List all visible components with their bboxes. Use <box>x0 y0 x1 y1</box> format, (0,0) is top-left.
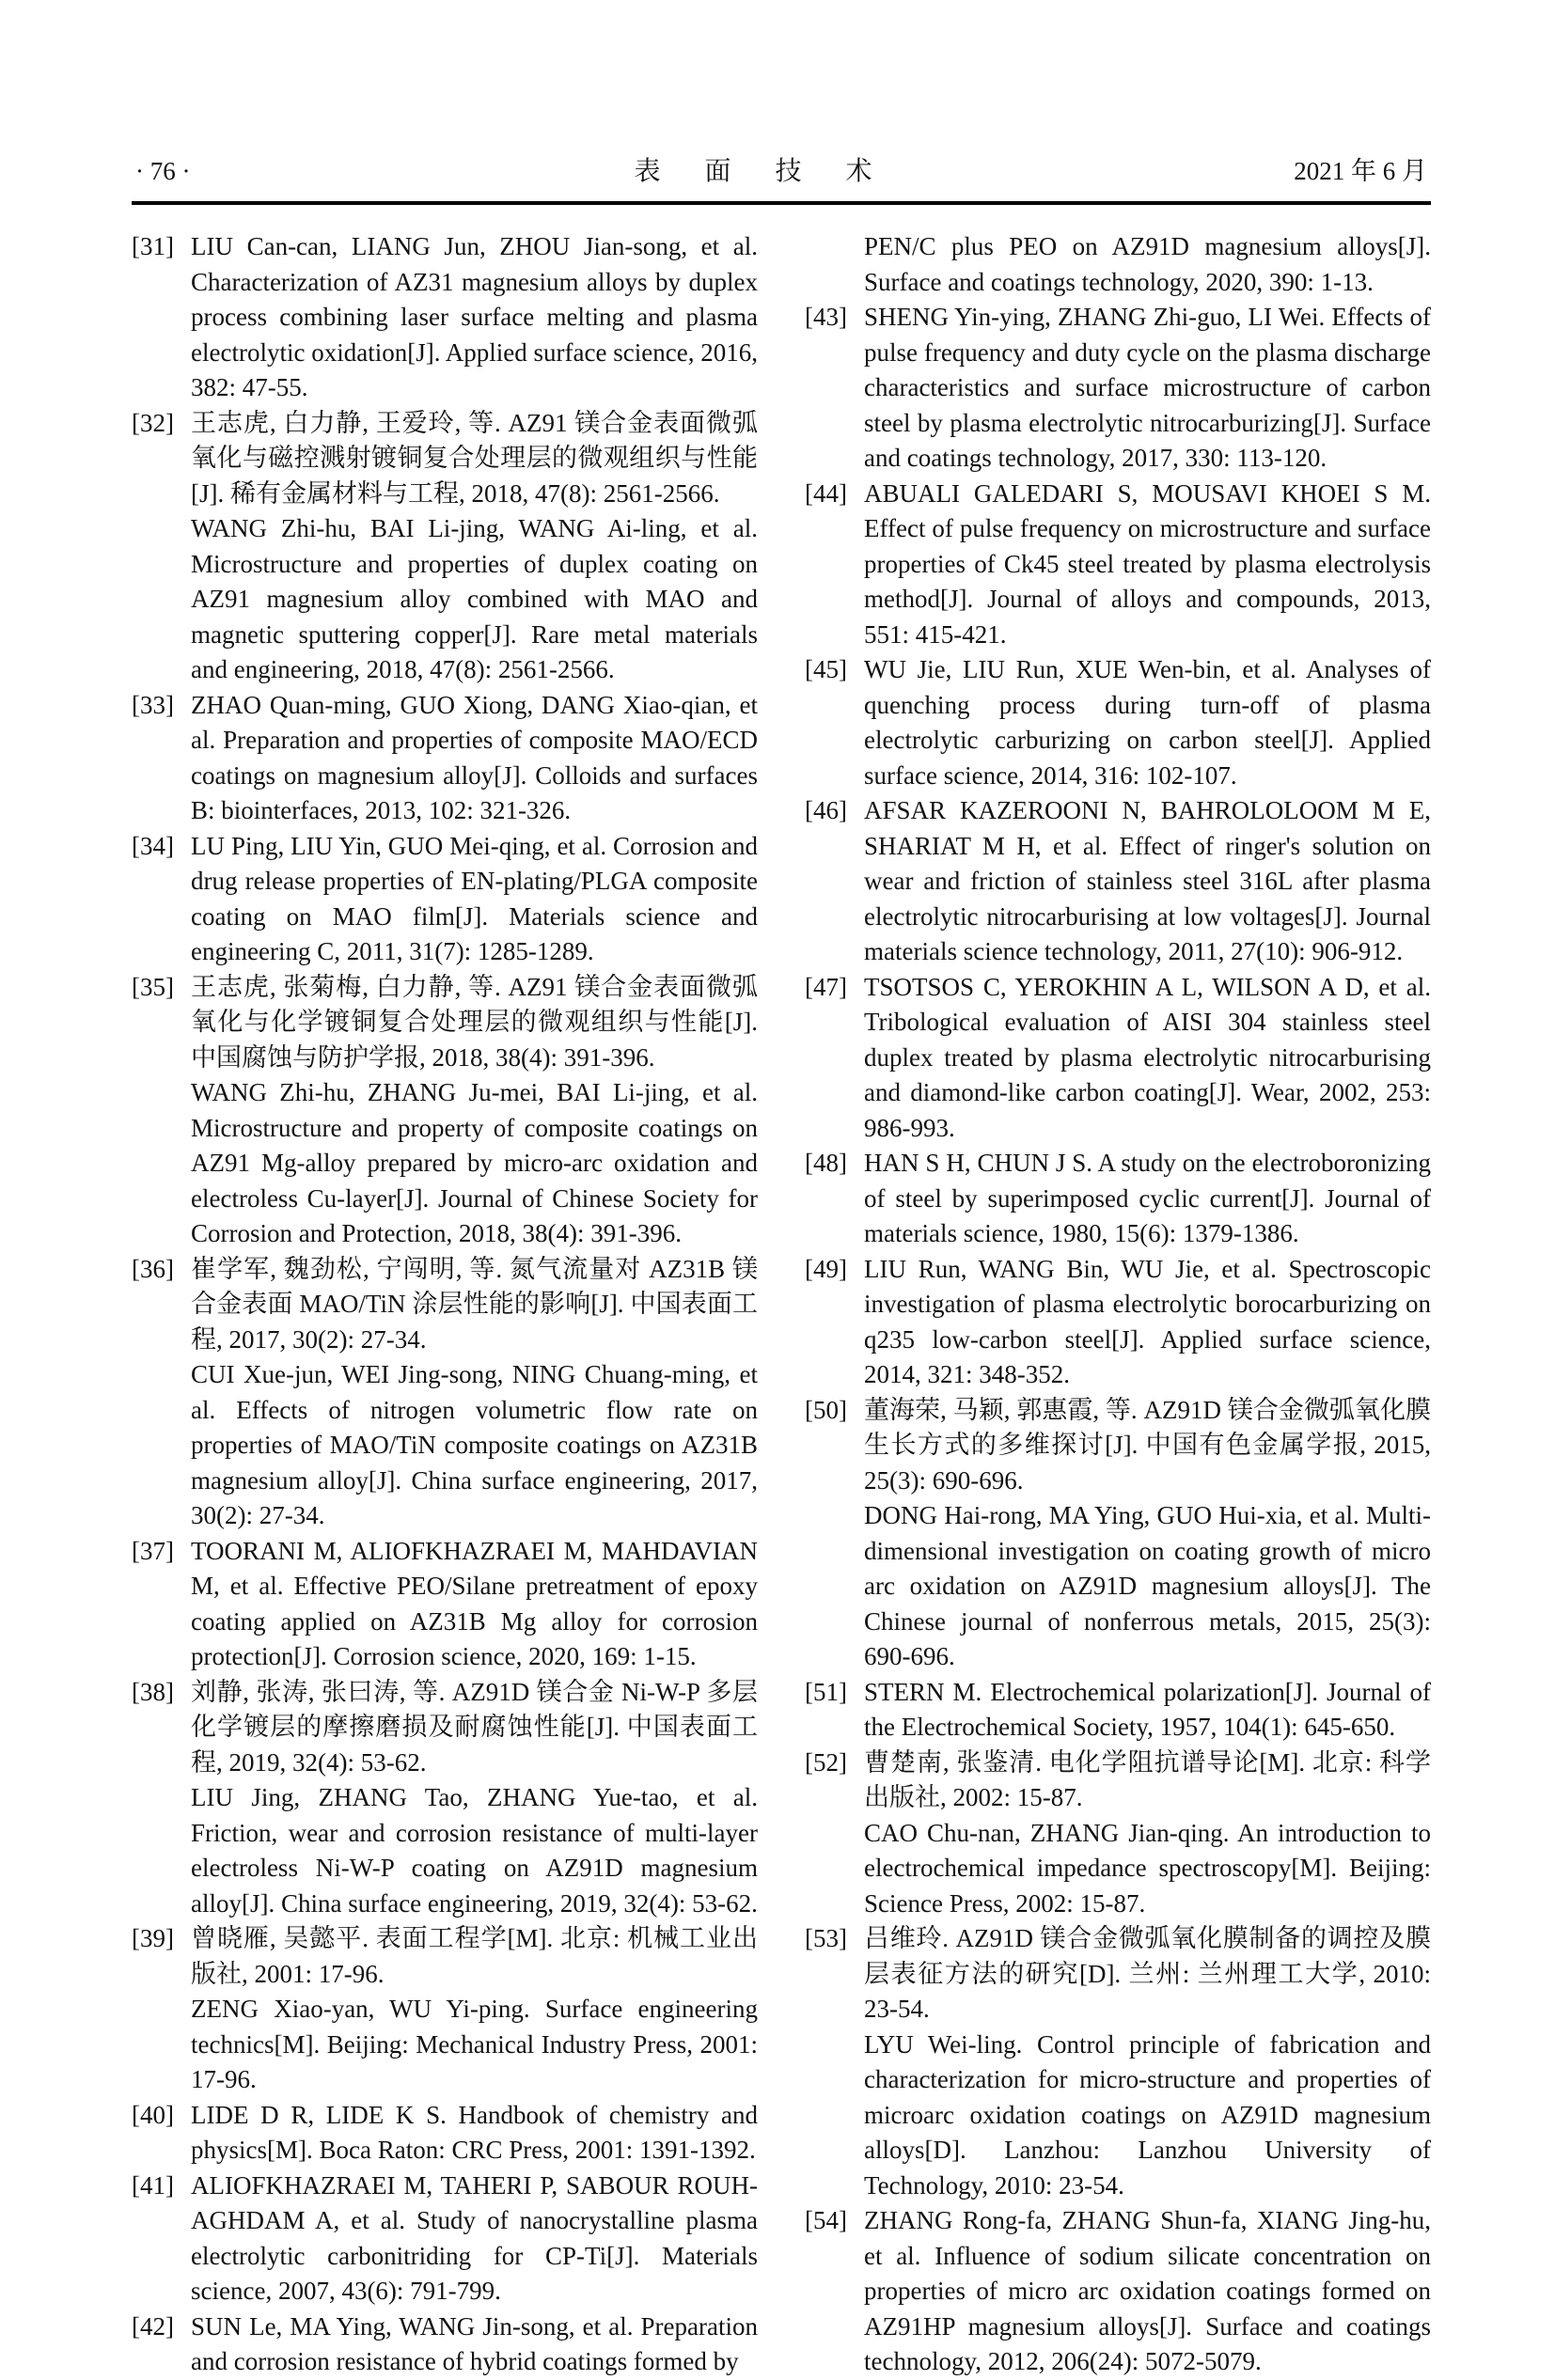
reference-item <box>132 1252 758 1358</box>
reference-number: [48] <box>805 1149 847 1177</box>
reference-number: [52] <box>805 1747 847 1777</box>
reference-number: [45] <box>805 655 847 683</box>
reference-translation-item <box>805 229 1431 300</box>
issue-date: 2021 年 6 月 <box>1294 157 1427 185</box>
reference-number: [39] <box>132 1924 174 1952</box>
reference-text: CUI Xue-jun, WEI Jing-song, NING Chuang-ming, et al. Effects of nitrogen volumetric flow rate on properties of MAO/TiN composite coatings on AZ31B magnesium alloy[J]. China surface engineering, 2017, 30(2): 27-34. <box>191 1360 758 1529</box>
reference-text: ZENG Xiao-yan, WU Yi-ping. Surface engineering technics[M]. Beijing: Mechanical Industry Press, 2001: 17-96. <box>191 1995 758 2093</box>
reference-number: [37] <box>132 1536 174 1565</box>
reference-text: CAO Chu-nan, ZHANG Jian-qing. An introduction to electrochemical impedance spectroscopy[M]. Beijing: Science Press, 2002: 15-87. <box>864 1818 1431 1918</box>
reference-item <box>805 652 1431 793</box>
reference-text: SHENG Yin-ying, ZHANG Zhi-guo, LI Wei. Effects of pulse frequency and duty cycle on the plasma discharge characteristics and surface microstructure of carbon steel by plasma electrolytic nitrocarburizing[J]. Surface and coatings technology, 2017, 330: 113-120. <box>864 303 1431 472</box>
reference-text: ALIOFKHAZRAEI M, TAHERI P, SABOUR ROUH-AGHDAM A, et al. Study of nanocrystalline plasma electrolytic carbonitriding for CP-Ti[J]. Materials science, 2007, 43(6): 791-799. <box>191 2170 758 2305</box>
reference-number: [47] <box>805 972 847 1001</box>
reference-column-left <box>132 229 758 2380</box>
reference-text: 曹楚南, 张鉴清. 电化学阻抗谱导论[M]. 北京: 科学出版社, 2002: 15-87. <box>864 1747 1431 1811</box>
reference-text: LIU Can-can, LIANG Jun, ZHOU Jian-song, et al. Characterization of AZ31 magnesium alloys by duplex process combining laser surface melting and plasma electrolytic oxidation[J]. Applied surface science, 2016, 382: 47-55. <box>191 232 758 401</box>
reference-number: [33] <box>132 690 174 719</box>
reference-item <box>805 1252 1431 1393</box>
reference-text: LIDE D R, LIDE K S. Handbook of chemistry and physics[M]. Boca Raton: CRC Press, 2001: 1391-1392. <box>191 2100 758 2164</box>
reference-number: [38] <box>132 1677 174 1706</box>
reference-text: 曾晓雁, 吴懿平. 表面工程学[M]. 北京: 机械工业出版社, 2001: 17-96. <box>191 1924 758 1988</box>
reference-number: [34] <box>132 831 174 860</box>
reference-text: 王志虎, 白力静, 王爱玲, 等. AZ91 镁合金表面微弧氧化与磁控溅射镀铜复合处理层的微观组织与性能[J]. 稀有金属材料与工程, 2018, 47(8): 2561-2566. <box>191 408 758 508</box>
reference-item <box>805 1393 1431 1499</box>
reference-text: ABUALI GALEDARI S, MOUSAVI KHOEI S M. Effect of pulse frequency on microstructure and surface properties of Ck45 steel treated by plasma electrolysis method[J]. Journal of alloys and compounds, 2013, 551: 415-421. <box>864 478 1431 649</box>
reference-item <box>805 477 1431 653</box>
reference-number: [44] <box>805 478 847 508</box>
reference-item <box>805 300 1431 477</box>
page-number: · 76 · <box>135 157 191 185</box>
reference-text: DONG Hai-rong, MA Ying, GUO Hui-xia, et al. Multi-dimensional investigation on coating growth of micro arc oxidation on AZ91D magnesium alloys[J]. The Chinese journal of nonferrous metals, 2015, 25(3): 690-696. <box>864 1501 1431 1670</box>
reference-text: 董海荣, 马颖, 郭惠霞, 等. AZ91D 镁合金微弧氧化膜生长方式的多维探讨[J]. 中国有色金属学报, 2015, 25(3): 690-696. <box>864 1395 1431 1495</box>
reference-text: 崔学军, 魏劲松, 宁闯明, 等. 氮气流量对 AZ31B 镁合金表面 MAO/TiN 涂层性能的影响[J]. 中国表面工程, 2017, 30(2): 27-34. <box>191 1254 758 1354</box>
reference-text: 王志虎, 张菊梅, 白力静, 等. AZ91 镁合金表面微弧氧化与化学镀铜复合处理层的微观组织与性能[J]. 中国腐蚀与防护学报, 2018, 38(4): 391-396. <box>191 972 758 1072</box>
reference-item <box>132 688 758 829</box>
reference-item <box>805 793 1431 970</box>
reference-text: 刘静, 张涛, 张曰涛, 等. AZ91D 镁合金 Ni-W-P 多层化学镀层的摩擦磨损及耐腐蚀性能[J]. 中国表面工程, 2019, 32(4): 53-62. <box>191 1677 758 1777</box>
reference-number: [35] <box>132 972 174 1001</box>
reference-item <box>132 2310 758 2380</box>
reference-number: [41] <box>132 2170 174 2200</box>
reference-number: [46] <box>805 796 847 824</box>
reference-item <box>805 970 1431 1147</box>
reference-text: LYU Wei-ling. Control principle of fabrication and characterization for micro-structure and properties of microarc oxidation coatings on AZ91D magnesium alloys[D]. Lanzhou: Lanzhou University of Technology, 2010: 23-54. <box>864 2029 1431 2200</box>
reference-number: [43] <box>805 303 847 331</box>
reference-text: 吕维玲. AZ91D 镁合金微弧氧化膜制备的调控及膜层表征方法的研究[D]. 兰州: 兰州理工大学, 2010: 23-54. <box>864 1924 1431 2023</box>
reference-text: TSOTSOS C, YEROKHIN A L, WILSON A D, et al. Tribological evaluation of AISI 304 stainless steel duplex treated by plasma electrolytic nitrocarburising and diamond-like carbon coating[J]. Wear, 2002, 253: 986-993. <box>864 972 1431 1142</box>
reference-text: ZHAO Quan-ming, GUO Xiong, DANG Xiao-qian, et al. Preparation and properties of composite MAO/ECD coatings on magnesium alloy[J]. Colloids and surfaces B: biointerfaces, 2013, 102: 321-326. <box>191 690 758 824</box>
reference-number: [51] <box>805 1677 847 1706</box>
reference-item <box>132 1534 758 1675</box>
reference-columns <box>132 229 1431 2380</box>
reference-number: [54] <box>805 2206 847 2234</box>
reference-item <box>132 970 758 1076</box>
reference-text: LIU Jing, ZHANG Tao, ZHANG Yue-tao, et al. Friction, wear and corrosion resistance of multi-layer electroless Ni-W-P coating on AZ91D magnesium alloy[J]. China surface engineering, 2019, 32(4): 53-62. <box>191 1783 758 1918</box>
reference-text: HAN S H, CHUN J S. A study on the electroboronizing of steel by superimposed cyclic current[J]. Journal of materials science, 1980, 15(6): 1379-1386. <box>864 1149 1431 1247</box>
reference-item <box>805 1675 1431 1746</box>
reference-item <box>132 829 758 970</box>
journal-title: 表 面 技 术 <box>634 157 891 186</box>
page-header <box>132 150 1431 201</box>
reference-number: [40] <box>132 2100 174 2129</box>
reference-text: SUN Le, MA Ying, WANG Jin-song, et al. Preparation and corrosion resistance of hybrid coatings formed by <box>191 2311 758 2375</box>
reference-translation-item <box>805 1816 1431 1922</box>
reference-item <box>132 1675 758 1781</box>
reference-text: WANG Zhi-hu, ZHANG Ju-mei, BAI Li-jing, et al. Microstructure and property of composite coatings on AZ91 Mg-alloy prepared by micro-arc oxidation and electroless Cu-layer[J]. Journal of Chinese Society for Corrosion and Protection, 2018, 38(4): 391-396. <box>191 1078 758 1247</box>
reference-translation-item <box>805 1498 1431 1675</box>
header-rule <box>132 201 1431 205</box>
reference-text: PEN/C plus PEO on AZ91D magnesium alloys[J]. Surface and coatings technology, 2020, 390: 1-13. <box>864 232 1431 296</box>
reference-number: [36] <box>132 1254 174 1283</box>
reference-translation-item <box>132 1780 758 1921</box>
reference-text: LIU Run, WANG Bin, WU Jie, et al. Spectroscopic investigation of plasma electrolytic borocarburizing on q235 low-carbon steel[J]. Applied surface science, 2014, 321: 348-352. <box>864 1254 1431 1388</box>
reference-text: STERN M. Electrochemical polarization[J]. Journal of the Electrochemical Society, 1957, 104(1): 645-650. <box>864 1677 1431 1741</box>
reference-item <box>132 1921 758 1992</box>
reference-column-right <box>805 229 1431 2380</box>
reference-number: [49] <box>805 1254 847 1283</box>
reference-translation-item <box>805 2028 1431 2204</box>
reference-item <box>132 2169 758 2310</box>
reference-item <box>805 1746 1431 1816</box>
reference-text: ZHANG Rong-fa, ZHANG Shun-fa, XIANG Jing-hu, et al. Influence of sodium silicate concentration on properties of micro arc oxidation coatings formed on AZ91HP magnesium alloys[J]. Surface and coatings technology, 2012, 206(24): 5072-5079. <box>864 2206 1431 2375</box>
reference-translation-item <box>132 1357 758 1534</box>
reference-number: [32] <box>132 408 174 437</box>
reference-text: LU Ping, LIU Yin, GUO Mei-qing, et al. Corrosion and drug release properties of EN-plating/PLGA composite coating on MAO film[J]. Materials science and engineering C, 2011, 31(7): 1285-1289. <box>191 831 758 965</box>
reference-item <box>132 229 758 406</box>
reference-item <box>805 1146 1431 1252</box>
reference-item <box>805 2203 1431 2380</box>
reference-item <box>805 1921 1431 2028</box>
reference-text: WU Jie, LIU Run, XUE Wen-bin, et al. Analyses of quenching process during turn-off of plasma electrolytic carburizing on carbon steel[J]. Applied surface science, 2014, 316: 102-107. <box>864 655 1431 790</box>
reference-translation-item <box>132 1992 758 2098</box>
reference-translation-item <box>132 1075 758 1252</box>
reference-number: [31] <box>132 232 174 260</box>
reference-number: [50] <box>805 1395 847 1424</box>
reference-translation-item <box>132 511 758 688</box>
reference-text: TOORANI M, ALIOFKHAZRAEI M, MAHDAVIAN M, et al. Effective PEO/Silane pretreatment of epoxy coating applied on AZ31B Mg alloy for corrosion protection[J]. Corrosion science, 2020, 169: 1-15. <box>191 1536 758 1670</box>
reference-item <box>132 406 758 512</box>
reference-number: [53] <box>805 1924 847 1952</box>
reference-text: WANG Zhi-hu, BAI Li-jing, WANG Ai-ling, et al. Microstructure and properties of duplex coating on AZ91 magnesium alloy combined with MAO and magnetic sputtering copper[J]. Rare metal materials and engineering, 2018, 47(8): 2561-2566. <box>191 514 758 683</box>
reference-item <box>132 2098 758 2169</box>
reference-text: AFSAR KAZEROONI N, BAHROLOLOOM M E, SHARIAT M H, et al. Effect of ringer's solution on wear and friction of stainless steel 316L after plasma electrolytic nitrocarburising at low voltages[J]. Journal materials science technology, 2011, 27(10): 906-912. <box>864 796 1431 965</box>
reference-number: [42] <box>132 2311 174 2341</box>
